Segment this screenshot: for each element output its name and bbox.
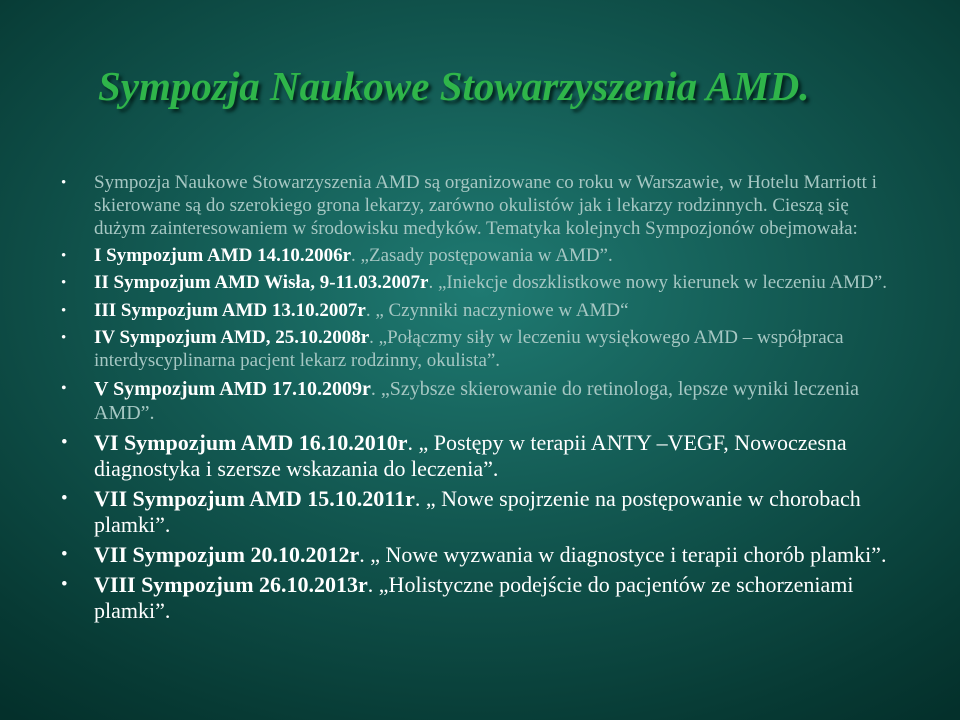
separator: . — [407, 429, 419, 455]
symposium-topic: „Szybsze skierowanie do retinologa, lepsze wyniki leczenia AMD”. — [94, 378, 860, 425]
list-item-symposium-6 — [0, 430, 960, 482]
list-item-symposium-2 — [0, 272, 960, 295]
list-item-symposium-1 — [0, 245, 960, 268]
separator: . — [365, 299, 376, 321]
bullet-icon: • — [61, 175, 67, 191]
symposium-heading: III Sympozjum AMD 13.10.2007r — [94, 299, 366, 321]
symposium-topic: „ Czynniki naczyniowe w AMD“ — [375, 299, 629, 321]
symposium-topic: „Zasady postępowania w AMD”. — [360, 244, 613, 266]
symposium-topic: „ Nowe wyzwania w diagnostyce i terapii chorób plamki”. — [370, 541, 887, 567]
bullet-icon: • — [61, 487, 68, 509]
symposium-heading: VII Sympozjum 20.10.2012r — [94, 541, 360, 567]
symposium-heading: II Sympozjum AMD Wisła, 9-11.03.2007r — [94, 272, 429, 294]
symposium-heading: IV Sympozjum AMD, 25.10.2008r — [94, 327, 370, 349]
slide-title: Sympozja Naukowe Stowarzyszenia AMD. — [98, 63, 810, 109]
list-item-symposium-4 — [0, 327, 960, 373]
symposium-heading: VI Sympozjum AMD 16.10.2010r — [94, 429, 408, 455]
symposium-topic: „Holistyczne podejście do pacjentów ze schorzeniami plamki”. — [94, 572, 854, 623]
separator: . — [369, 327, 379, 349]
bullet-icon: • — [61, 247, 67, 264]
symposium-topic: „Iniekcje doszklistkowe nowy kierunek w leczeniu AMD”. — [437, 272, 887, 294]
bullet-icon: • — [61, 275, 67, 292]
separator: . — [351, 244, 361, 266]
separator: . — [367, 572, 379, 597]
symposium-list — [0, 172, 960, 628]
separator: . — [370, 378, 381, 401]
separator: . — [359, 541, 371, 567]
intro-text: Sympozja Naukowe Stowarzyszenia AMD są organizowane co roku w Warszawie, w Hotelu Marriott i skierowane są do szerokiego grona lekarzy, zarówno okulistów jak i lekarzy rodzinnych. Cieszą się dużym zainteresowaniem w środowisku medyków. Tematyka kolejnych Sympozjonów obejmowała: — [94, 172, 877, 239]
bullet-icon: • — [61, 330, 67, 347]
bullet-icon: • — [61, 543, 68, 565]
symposium-topic: „Połączmy siły w leczeniu wysiękowego AMD – współpraca interdyscyplinarna pacjent lekarz rodzinny, okulista”. — [94, 327, 844, 371]
symposium-heading: VII Sympozjum AMD 15.10.2011r — [94, 485, 415, 511]
list-item-symposium-7 — [0, 486, 960, 538]
list-item-intro — [0, 172, 960, 240]
bullet-icon: • — [61, 574, 68, 595]
bullet-icon: • — [61, 431, 68, 453]
list-item-symposium-8 — [0, 542, 960, 568]
symposium-heading: VIII Sympozjum 26.10.2013r — [94, 572, 368, 597]
list-item-symposium-5 — [0, 377, 960, 425]
bullet-icon: • — [61, 302, 67, 319]
separator: . — [428, 272, 438, 294]
symposium-heading: V Sympozjum AMD 17.10.2009r — [94, 378, 371, 401]
separator: . — [414, 485, 426, 511]
list-item-symposium-9 — [0, 572, 960, 624]
symposium-heading: I Sympozjum AMD 14.10.2006r — [94, 244, 352, 266]
symposium-topic: „ Postępy w terapii ANTY –VEGF, Nowoczesna diagnostyka i szersze wskazania do leczenia”. — [94, 429, 847, 481]
symposium-topic: „ Nowe spojrzenie na postępowanie w chorobach plamki”. — [94, 485, 861, 537]
bullet-icon: • — [61, 380, 67, 398]
list-item-symposium-3 — [0, 300, 960, 323]
